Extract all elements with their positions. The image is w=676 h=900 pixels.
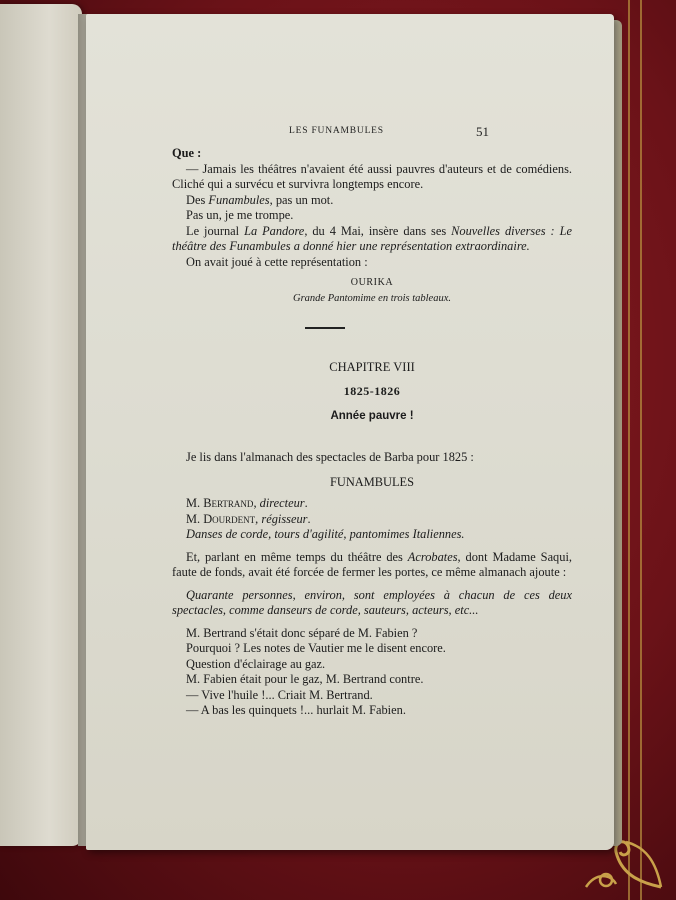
top-passage xyxy=(172,146,572,306)
paragraph: M. Bertrand s'était donc séparé de M. Fabien ? xyxy=(186,625,418,640)
paragraph: — A bas les quinquets !... hurlait M. Fabien. xyxy=(186,703,406,717)
gilt-rule xyxy=(640,0,642,900)
chapter-heading xyxy=(172,360,572,425)
gilt-rule xyxy=(628,0,630,900)
running-head: LES FUNAMBULES xyxy=(289,126,384,136)
paragraph: M. Fabien était pour le gaz, M. Bertrand contre. xyxy=(186,672,424,686)
paragraph: Des Funambules, pas un mot. xyxy=(186,192,334,207)
section-rule xyxy=(305,327,345,329)
main-passage xyxy=(172,450,572,719)
left-page xyxy=(0,4,82,846)
section-heading: FUNAMBULES xyxy=(330,474,414,489)
book-page xyxy=(86,14,614,850)
staff-line: Danses de corde, tours d'agilité, pantomimes Italiennes. xyxy=(186,527,465,541)
chapter-years: 1825-1826 xyxy=(343,383,401,398)
staff-line: M. Dourdent, régisseur. xyxy=(186,511,311,526)
paragraph: Pas un, je me trompe. xyxy=(186,208,294,222)
chapter-subtitle: Année pauvre ! xyxy=(330,410,414,422)
paragraph: — Jamais les théâtres n'avaient été aussi pauvres d'auteurs et de comédiens. Cliché qui a survécu et survivra longtemps encore. xyxy=(172,161,572,191)
paragraph: On avait joué à cette représentation : xyxy=(186,254,368,269)
que-line: Que : xyxy=(172,146,202,160)
play-subtitle: Grande Pantomime en trois tableaux. xyxy=(293,292,451,304)
page-number: 51 xyxy=(476,124,489,139)
quote: Quarante personnes, environ, sont employées à chacun de ces deux spectacles, comme danseurs de corde, sauteurs, acteurs, etc... xyxy=(172,587,572,617)
paragraph: Question d'éclairage au gaz. xyxy=(186,656,326,671)
chapter-title: CHAPITRE VIII xyxy=(329,360,415,374)
paragraph: Le journal La Pandore, du 4 Mai, insère dans ses Nouvelles diverses : Le théâtre des Funambules a donné hier une représentation extraordinaire. xyxy=(172,223,572,253)
staff-line: M. Bertrand, directeur. xyxy=(186,496,308,510)
paragraph: Je lis dans l'almanach des spectacles de Barba pour 1825 : xyxy=(186,450,474,464)
paragraph: Pourquoi ? Les notes de Vautier me le disent encore. xyxy=(186,641,446,655)
paragraph: Et, parlant en même temps du théâtre des Acrobates, dont Madame Saqui, faute de fonds, avait été forcée de fermer les portes, ce même almanach ajoute : xyxy=(172,549,572,579)
play-title: OURIKA xyxy=(350,277,394,288)
paragraph: — Vive l'huile !... Criait M. Bertrand. xyxy=(186,687,373,702)
